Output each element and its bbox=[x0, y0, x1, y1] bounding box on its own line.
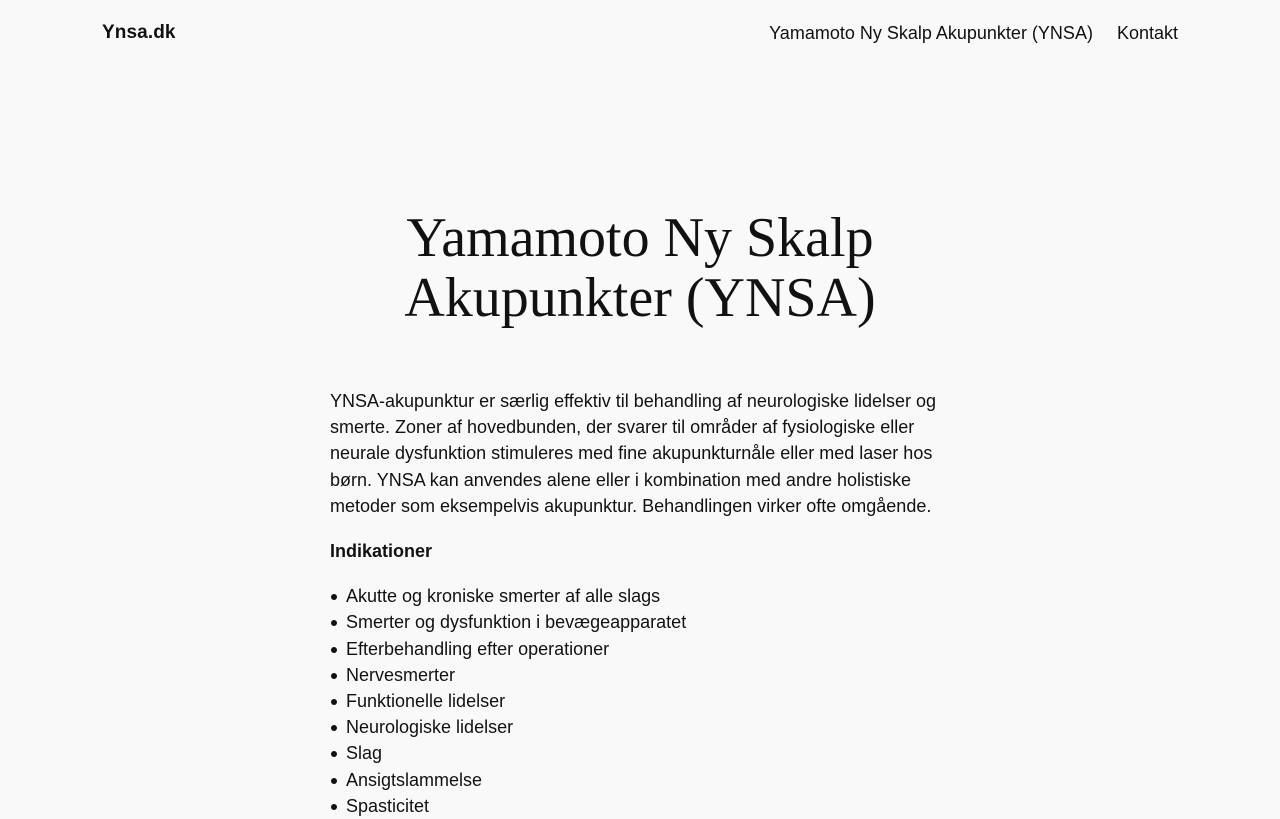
bullet-icon bbox=[331, 751, 337, 757]
list-item bbox=[330, 636, 950, 662]
bullet-icon bbox=[331, 647, 337, 653]
bullet-icon bbox=[331, 804, 337, 810]
intro-paragraph: YNSA-akupunktur er særlig effektiv til behandling af neurologiske lidelser og smerte. Zoner af hovedbunden, der svarer til områder af fysiologiske eller neurale dysfunktion stimuleres med fine akupunkturnåle eller med laser hos børn. YNSA kan anvendes alene eller i kombination med andre holistiske metoder som eksempelvis akupunktur. Behandlingen virker ofte omgående. bbox=[330, 391, 936, 516]
list-item-text: Slag bbox=[346, 743, 383, 764]
list-item bbox=[330, 767, 950, 793]
primary-nav bbox=[769, 23, 1178, 44]
bullet-icon bbox=[331, 673, 337, 679]
list-item-text: Efterbehandling efter operationer bbox=[346, 638, 610, 659]
page-title bbox=[0, 208, 1280, 328]
page-title-line-1: Yamamoto Ny Skalp bbox=[406, 207, 874, 269]
nav-link-kontakt[interactable]: Kontakt bbox=[1116, 23, 1178, 43]
indications-heading: Indikationer bbox=[330, 541, 433, 562]
list-item bbox=[330, 609, 950, 635]
bullet-icon bbox=[331, 699, 337, 705]
list-item-text: Neurologiske lidelser bbox=[346, 717, 514, 738]
bullet-icon bbox=[331, 620, 337, 626]
list-item bbox=[330, 793, 950, 819]
list-item-text: Ansigtslammelse bbox=[346, 769, 483, 790]
list-item-text: Nervesmerter bbox=[346, 664, 456, 685]
list-item-text: Smerter og dysfunktion i bevægeapparatet bbox=[346, 612, 687, 633]
bullet-icon bbox=[331, 594, 337, 600]
list-item bbox=[330, 688, 950, 714]
list-item-text: Funktionelle lidelser bbox=[346, 691, 506, 712]
bullet-icon bbox=[331, 725, 337, 731]
list-item bbox=[330, 662, 950, 688]
site-header bbox=[0, 0, 1280, 70]
list-item bbox=[330, 740, 950, 766]
bullet-icon bbox=[331, 778, 337, 784]
list-item bbox=[330, 583, 950, 609]
nav-link-ynsa[interactable]: Yamamoto Ny Skalp Akupunkter (YNSA) bbox=[769, 23, 1093, 43]
page-title-line-2: Akupunkter (YNSA) bbox=[404, 267, 876, 329]
indications-list bbox=[330, 583, 950, 819]
list-item bbox=[330, 714, 950, 740]
site-title-link[interactable]: Ynsa.dk bbox=[102, 22, 176, 43]
list-item-text: Spasticitet bbox=[346, 795, 430, 816]
main-content bbox=[330, 388, 950, 819]
list-item-text: Akutte og kroniske smerter af alle slags bbox=[346, 586, 661, 607]
